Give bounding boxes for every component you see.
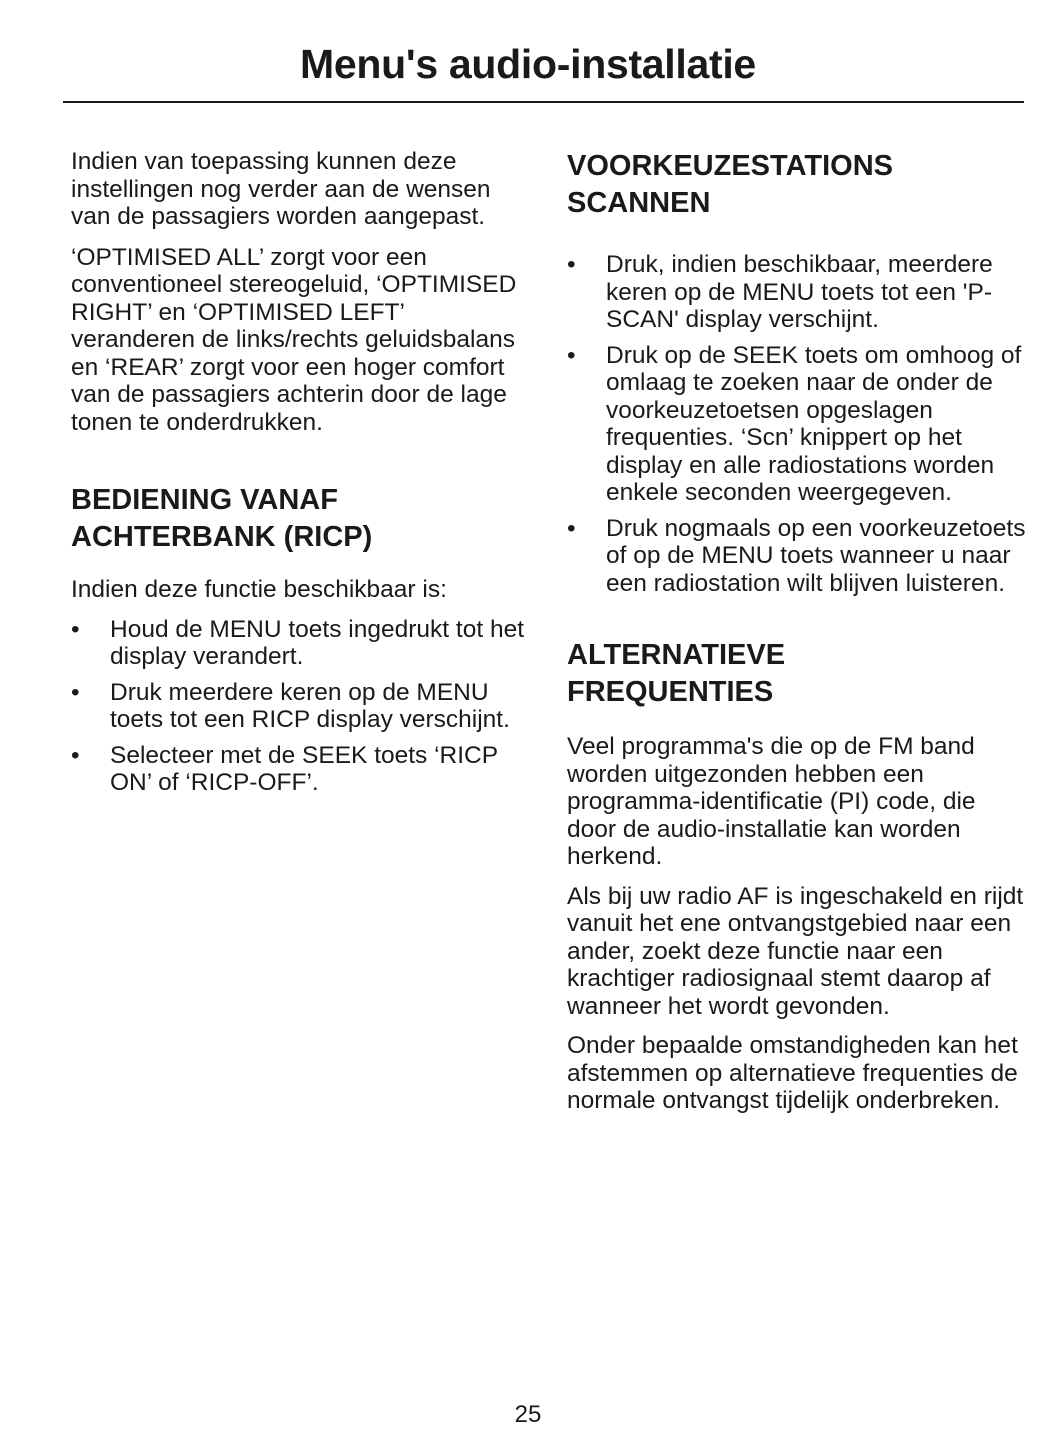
bullet-icon: • xyxy=(567,251,576,278)
page-title: Menu's audio-installatie xyxy=(300,41,756,87)
page-number: 25 xyxy=(514,1401,542,1428)
heading-line: ALTERNATIEVE xyxy=(567,639,786,671)
left-column xyxy=(71,148,531,805)
af-paragraph: Onder bepaalde omstandigheden kan het afstemmen op alternatieve frequenties de normale ontvangst tijdelijk onderbreken. xyxy=(567,1032,1018,1114)
af-paragraph: Veel programma's die op de FM band worden uitgezonden hebben een programma-identificatie (PI) code, die door de audio-installatie kan worden herkend. xyxy=(567,733,976,870)
section-heading-scan xyxy=(567,148,1027,222)
list-item-text: Houd de MENU toets ingedrukt tot het display verandert. xyxy=(110,615,524,670)
list-item xyxy=(567,515,1027,598)
heading-line: BEDIENING VANAF xyxy=(71,484,338,516)
list-item-text: Druk, indien beschikbaar, meerdere keren op de MENU toets tot een 'P-SCAN' display verschijnt. xyxy=(606,251,993,333)
optimised-paragraph: ‘OPTIMISED ALL’ zorgt voor een conventioneel stereogeluid, ‘OPTIMISED RIGHT’ en ‘OPTIMISED LEFT’ veranderen de links/rechts geluidsbalans en ‘REAR’ zorgt voor een hoger comfort van de passagiers achterin door de lage tonen te onderdrukken. xyxy=(71,243,517,436)
section-heading-ricp xyxy=(71,482,531,556)
list-item xyxy=(71,679,531,734)
heading-line: SCANNEN xyxy=(567,187,711,219)
bullet-icon: • xyxy=(71,741,80,769)
list-item-text: Druk meerdere keren op de MENU toets tot een RICP display verschijnt. xyxy=(110,678,510,733)
list-item-text: Selecteer met de SEEK toets ‘RICP ON’ of ‘RICP-OFF’. xyxy=(110,741,498,796)
list-item xyxy=(71,616,531,671)
bullet-icon: • xyxy=(71,615,80,643)
list-item xyxy=(567,342,1027,507)
ricp-bullet-list xyxy=(71,616,531,797)
right-column xyxy=(567,148,1027,1127)
heading-line: ACHTERBANK (RICP) xyxy=(71,521,373,553)
title-divider xyxy=(63,101,1024,103)
list-item-text: Druk nogmaals op een voorkeuzetoets of op de MENU toets wanneer u naar een radiostation wilt blijven luisteren. xyxy=(606,514,1026,597)
section-heading-af xyxy=(567,637,1027,711)
bullet-icon: • xyxy=(567,341,576,369)
scan-bullet-list xyxy=(567,251,1027,597)
bullet-icon: • xyxy=(567,514,576,542)
ricp-intro: Indien deze functie beschikbaar is: xyxy=(71,576,447,603)
list-item xyxy=(567,251,1027,334)
list-item xyxy=(71,742,531,797)
heading-line: FREQUENTIES xyxy=(567,676,774,708)
list-item-text: Druk op de SEEK toets om omhoog of omlaag te zoeken naar de onder de voorkeuzetoetsen opgeslagen frequenties. ‘Scn’ knippert op het display en alle radiostations worden enkele seconden weergegeven. xyxy=(606,341,1022,506)
heading-line: VOORKEUZESTATIONS xyxy=(567,150,893,182)
intro-paragraph: Indien van toepassing kunnen deze instellingen nog verder aan de wensen van de passagiers worden aangepast. xyxy=(71,148,491,230)
bullet-icon: • xyxy=(71,678,80,706)
af-paragraph: Als bij uw radio AF is ingeschakeld en rijdt vanuit het ene ontvangstgebied naar een ander, zoekt deze functie naar een krachtiger radiosignaal stemt daarop af wanneer het wordt gevonden. xyxy=(567,882,1024,1020)
